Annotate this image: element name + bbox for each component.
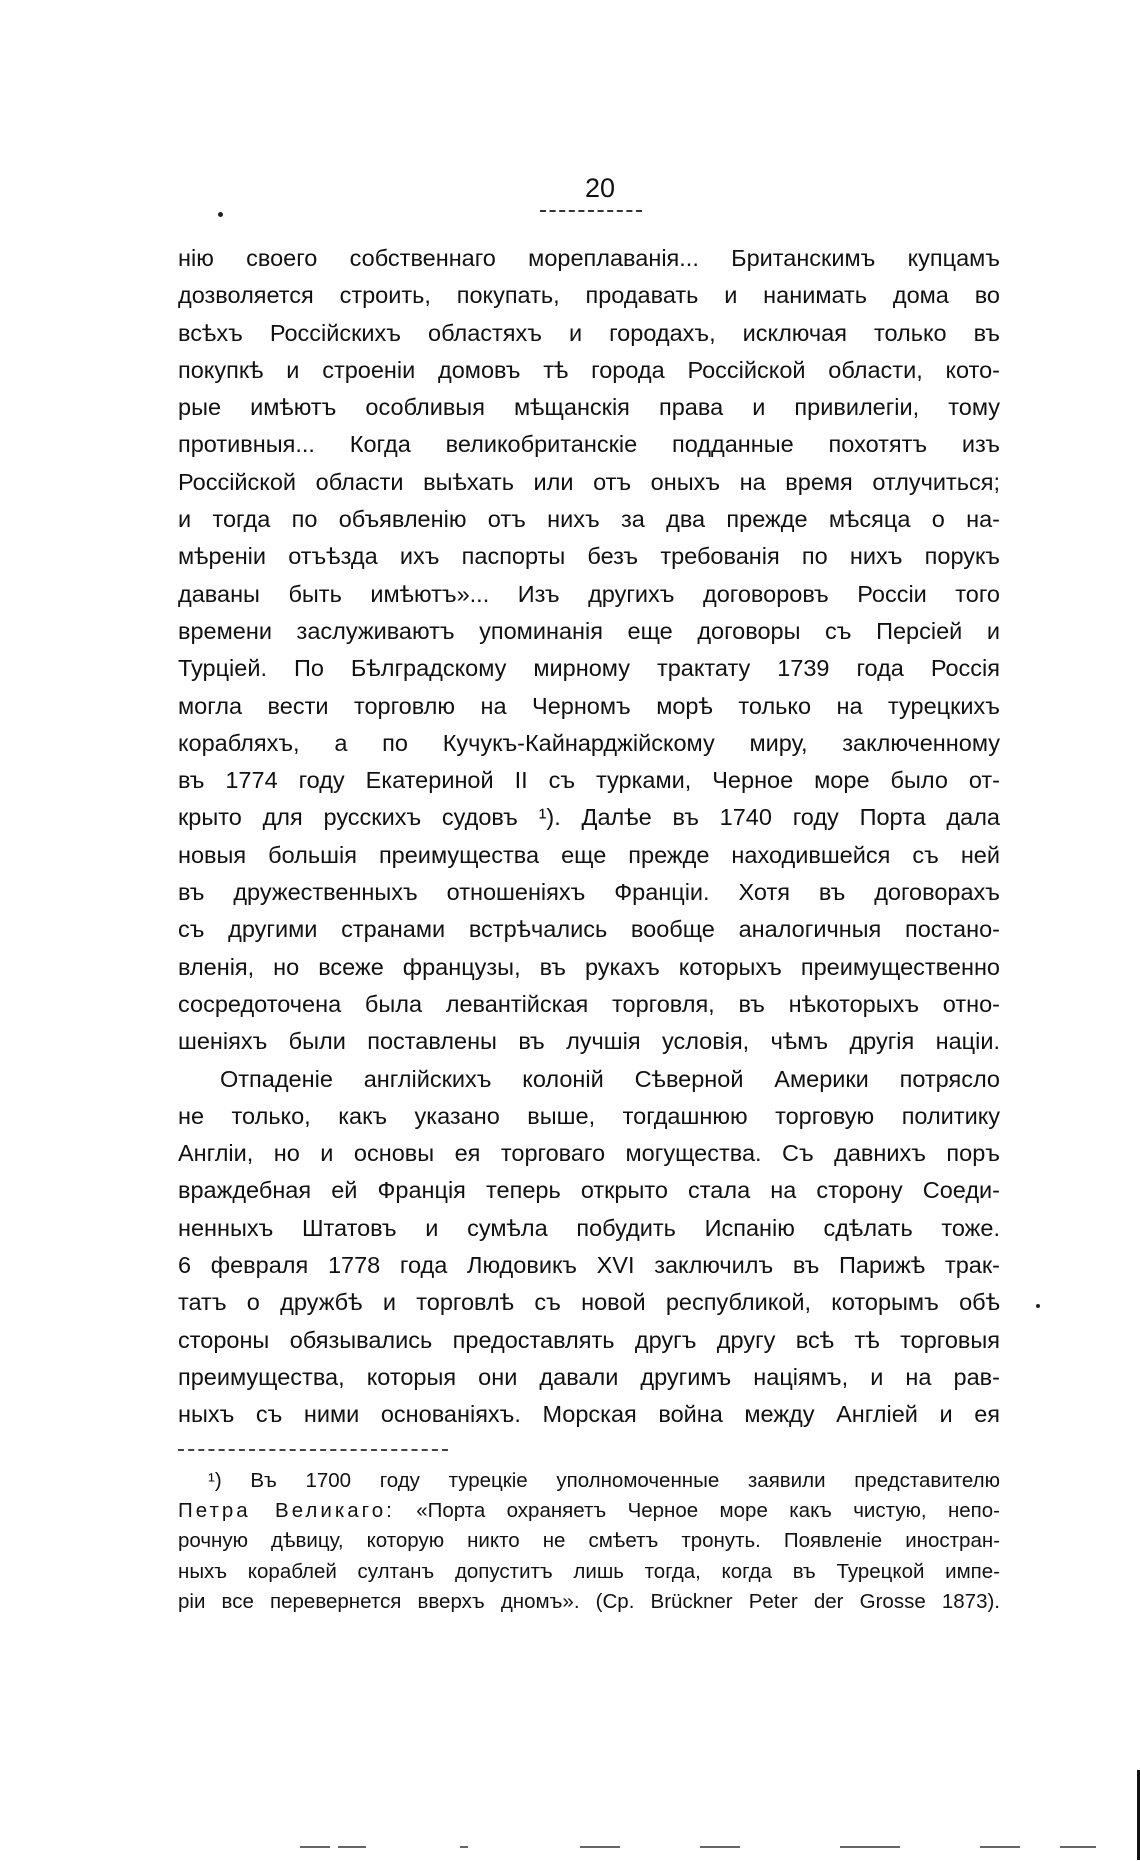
footnote-quote: «Порта охраняетъ Черное море какъ чистую, непо- — [416, 1499, 1000, 1523]
text-line: не только, какъ указано выше, тогдашнюю торговую политику — [178, 1102, 1000, 1129]
text-line: въ 1774 году Екатериной II съ турками, Черное море было от- — [178, 767, 1000, 794]
text-line: могла вести торговлю на Черномъ морѣ только на турецкихъ — [178, 692, 1000, 719]
text-line: стороны обязывались предоставлять другъ другу всѣ тѣ торговыя — [178, 1326, 1000, 1353]
text-line: крыто для русскихъ судовъ ¹). Далѣе въ 1740 году Порта дала — [178, 804, 1000, 831]
text-line: Англіи, но и основы ея торговаго могущества. Съ давнихъ поръ — [178, 1140, 1000, 1167]
text-line: преимущества, которыя они давали другимъ націямъ, и на рав- — [178, 1363, 1000, 1390]
footnote-name: Петра Великаго: — [178, 1499, 395, 1523]
paragraph-start-line: Отпаденіе англійскихъ колоній Сѣверной Америки потрясло — [220, 1065, 1000, 1092]
footnote-line — [178, 1496, 1000, 1526]
text-line: времени заслуживаютъ упоминанія еще договоры съ Персіей и — [178, 617, 1000, 644]
text-line: ненныхъ Штатовъ и сумѣла побудить Испанію сдѣлать тоже. — [178, 1214, 1000, 1241]
body-text — [178, 240, 1000, 1434]
text-line: шеніяхъ были поставлены въ лучшія условія, чѣмъ другія націи. — [178, 1028, 1000, 1055]
footnote-line: ¹) Въ 1700 году турецкіе уполномоченные заявили представителю — [208, 1469, 1000, 1492]
text-line: рые имѣютъ особливыя мѣщанскія права и привилегіи, тому — [178, 394, 1000, 421]
text-line: ныхъ съ ними основаніяхъ. Морская война между Англіей и ея — [178, 1401, 1000, 1428]
text-line: татъ о дружбѣ и торговлѣ съ новой республикой, которымъ обѣ — [178, 1289, 1000, 1316]
text-line: 6 февраля 1778 года Людовикъ XVI заключилъ въ Парижѣ трак- — [178, 1252, 1000, 1279]
footnote-line: ныхъ кораблей султанъ допуститъ лишь тогда, когда въ Турецкой импе- — [178, 1559, 1000, 1583]
footnote — [178, 1466, 1000, 1617]
text-line: мѣреніи отъѣзда ихъ паспорты безъ требованія по нихъ порукъ — [178, 543, 1000, 570]
footnote-line: рочную дѣвицу, которую никто не смѣетъ тронуть. Появленіе иностран- — [178, 1529, 1000, 1553]
scan-edge-marks — [300, 1846, 1100, 1850]
text-line: дозволяется строить, покупать, продавать и нанимать дома во — [178, 282, 1000, 309]
text-line: противныя... Когда великобританскіе подданные похотятъ изъ — [178, 431, 1000, 458]
text-line: покупкѣ и строеніи домовъ тѣ города Россійской области, кото- — [178, 356, 1000, 383]
text-line: въ дружественныхъ отношеніяхъ Франціи. Хотя въ договорахъ — [178, 879, 1000, 906]
text-line: Россійской области выѣхать или отъ оныхъ на время отлучиться; — [178, 468, 1000, 495]
text-line: и тогда по объявленію отъ нихъ за два прежде мѣсяца о на- — [178, 506, 1000, 533]
text-line: даваны быть имѣютъ»... Изъ другихъ договоровъ Россіи того — [178, 580, 1000, 607]
page-number-underline — [540, 210, 642, 212]
text-line: съ другими странами встрѣчались вообще аналогичныя постано- — [178, 916, 1000, 943]
text-line: вленія, но всеже французы, въ рукахъ которыхъ преимущественно — [178, 953, 1000, 980]
text-line: сосредоточена была левантійская торговля, въ нѣкоторыхъ отно- — [178, 990, 1000, 1017]
text-line: Турціей. По Бѣлградскому мирному трактату 1739 года Россія — [178, 655, 1000, 682]
page-number: 20 — [584, 173, 616, 203]
scan-speck — [1036, 1304, 1040, 1308]
text-line: всѣхъ Россійскихъ областяхъ и городахъ, исключая только въ — [178, 319, 1000, 346]
text-line: корабляхъ, а по Кучукъ-Кайнарджійскому миру, заключенному — [178, 729, 1000, 756]
text-line: новыя большія преимущества еще прежде находившейся съ ней — [178, 841, 1000, 868]
footnote-separator — [178, 1449, 448, 1451]
text-line: враждебная ей Франція теперь открыто стала на сторону Соеди- — [178, 1177, 1000, 1204]
footnote-line: ріи все перевернется вверхъ дномъ». (Ср. Brückner Peter der Grosse 1873). — [178, 1589, 1000, 1613]
scan-speck — [218, 212, 223, 217]
text-line: нію своего собственнаго мореплаванія... Британскимъ купцамъ — [178, 245, 1000, 271]
